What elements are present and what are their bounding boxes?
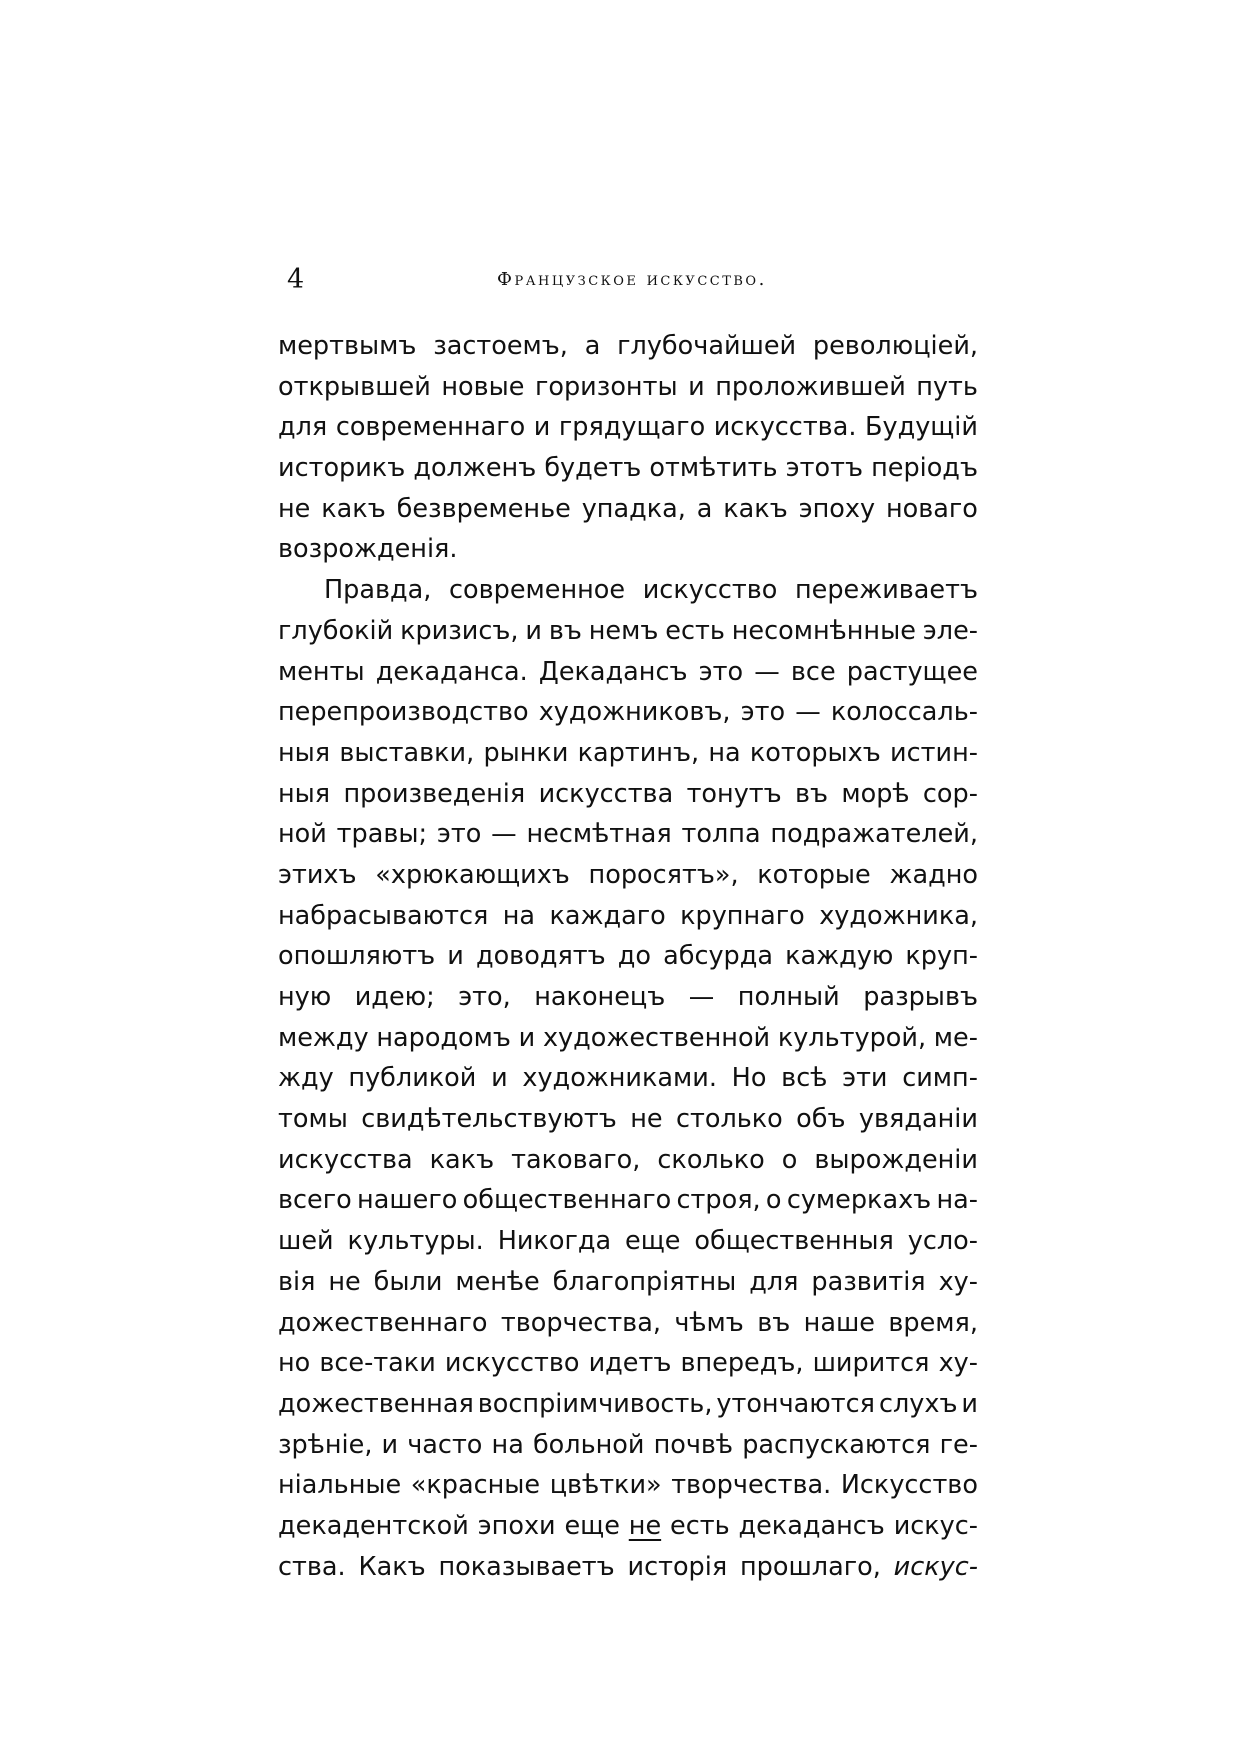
word: полный	[737, 982, 840, 1012]
text-line	[278, 936, 978, 977]
word: о	[765, 1185, 782, 1216]
word: новаго	[885, 493, 978, 524]
word: не	[278, 493, 311, 524]
text-line	[278, 1547, 978, 1588]
word: вырожденіи	[814, 1144, 978, 1175]
word: ныя	[278, 778, 331, 809]
word: исторія	[627, 1551, 728, 1582]
word: художественной	[542, 1022, 771, 1053]
word: разрывъ	[863, 982, 978, 1012]
word: общественныя	[694, 1226, 894, 1257]
word: ніальные	[278, 1470, 402, 1501]
word: поросятъ»,	[588, 859, 739, 890]
word: ху-	[938, 1348, 978, 1379]
word: и	[525, 615, 542, 646]
text-line	[278, 1465, 978, 1506]
word: крупнаго	[680, 900, 805, 931]
word: Декадансъ	[538, 656, 688, 687]
word: на	[491, 1429, 524, 1460]
word: не	[630, 1104, 663, 1135]
word: путь	[916, 371, 978, 402]
word: не	[328, 1266, 361, 1297]
running-head	[282, 262, 980, 298]
text-line	[278, 1343, 978, 1384]
text-line	[278, 977, 978, 1018]
word: о	[781, 1144, 798, 1175]
text-line	[278, 1262, 978, 1303]
word: художниковъ,	[538, 697, 731, 728]
text-line	[278, 529, 978, 570]
word: современнаго	[335, 412, 526, 443]
word: больной	[532, 1429, 645, 1460]
word: которыхъ	[749, 737, 881, 768]
word: ной	[278, 819, 327, 850]
word: Но	[731, 1063, 767, 1094]
text-line	[278, 448, 978, 489]
word: это	[698, 656, 744, 687]
word: художника,	[819, 900, 978, 931]
word: еще	[625, 1226, 681, 1257]
word: до	[617, 941, 651, 972]
word: идетъ	[588, 1348, 672, 1379]
text-line	[278, 774, 978, 815]
word: въ	[795, 778, 829, 809]
word: революціей,	[812, 331, 978, 361]
word: Искусство	[840, 1470, 978, 1501]
word: проложившей	[715, 371, 906, 402]
word: упадка,	[581, 493, 686, 524]
word: культурой,	[777, 1022, 927, 1053]
word: искусства	[538, 778, 674, 809]
word: менты	[278, 656, 365, 687]
text-line	[278, 1099, 978, 1140]
word: Правда,	[324, 575, 432, 606]
word: томы	[278, 1104, 348, 1135]
word: а	[696, 493, 713, 524]
word: безвременье	[396, 493, 571, 524]
word: доводятъ	[475, 941, 606, 972]
word: художниками.	[522, 1063, 717, 1094]
word: объ	[796, 1104, 846, 1135]
word: декадентской	[278, 1510, 469, 1541]
word: цвѣтки»	[549, 1470, 662, 1501]
word: возрожденія.	[278, 534, 458, 565]
word: жадно	[889, 859, 978, 890]
word: какъ	[429, 1144, 495, 1175]
word: нашего	[357, 1185, 458, 1216]
word: усло-	[907, 1226, 978, 1257]
word: этотъ	[785, 453, 863, 484]
page-number: 4	[287, 264, 305, 295]
word: общественнаго	[462, 1185, 672, 1216]
word: несмѣтная	[526, 819, 672, 850]
word: слухъ	[878, 1388, 958, 1419]
word: новые	[441, 371, 525, 402]
text-line	[278, 652, 978, 693]
word: отмѣтить	[649, 453, 778, 484]
word: травы;	[336, 819, 428, 850]
word: которые	[757, 859, 871, 890]
word: есть	[670, 1510, 730, 1541]
word: переживаетъ	[794, 575, 978, 606]
word: публикой	[348, 1063, 477, 1094]
word: чѣмъ	[674, 1307, 744, 1338]
word: сумеркахъ	[786, 1185, 932, 1216]
word: наконецъ	[534, 982, 666, 1012]
word: показываетъ	[438, 1551, 615, 1582]
word: ме-	[933, 1022, 978, 1053]
word: ге-	[939, 1429, 978, 1460]
word: выставки,	[339, 737, 475, 768]
word: и	[688, 371, 705, 402]
word: искус-	[893, 1551, 978, 1582]
word: Какъ	[358, 1551, 426, 1582]
word: круп-	[905, 941, 978, 972]
word: «красные	[410, 1470, 541, 1501]
word: опошляютъ	[278, 941, 436, 972]
word: менѣе	[455, 1266, 540, 1297]
text-line	[278, 896, 978, 937]
word: ныя	[278, 737, 331, 768]
word: будетъ	[544, 453, 642, 484]
word: искусства	[278, 1144, 413, 1175]
word: развитія	[811, 1266, 926, 1297]
word: и	[447, 941, 464, 972]
word: Будущій	[864, 412, 978, 443]
text-line	[278, 692, 978, 733]
text-line	[278, 1221, 978, 1262]
word: въ	[548, 615, 582, 646]
word: современное	[449, 575, 626, 606]
word: рынки	[483, 737, 569, 768]
word: искусство	[642, 575, 778, 606]
word: глубочайшей	[617, 331, 797, 361]
word: перепроизводство	[278, 697, 529, 728]
word: «хрюкающихъ	[375, 859, 570, 890]
word: ства.	[278, 1551, 346, 1582]
word: морѣ	[841, 778, 910, 809]
word: немъ	[588, 615, 659, 646]
word: для	[278, 412, 328, 443]
word: колоссаль-	[830, 697, 978, 728]
text-line	[278, 1425, 978, 1466]
text-line	[278, 489, 978, 530]
word: застоемъ,	[433, 331, 568, 361]
word: идею;	[354, 982, 435, 1012]
word: но	[278, 1348, 311, 1379]
text-line	[278, 367, 978, 408]
word: этихъ	[278, 859, 357, 890]
word: историкъ	[278, 453, 406, 484]
word: искус-	[893, 1510, 978, 1541]
word: прошлаго,	[740, 1551, 881, 1582]
word: для	[749, 1266, 799, 1297]
word: наше	[803, 1307, 875, 1338]
word: ширится	[812, 1348, 930, 1379]
word: открывшей	[278, 371, 431, 402]
word: а	[584, 331, 601, 361]
word: свидѣтельствуютъ	[361, 1104, 617, 1135]
word: зрѣніе,	[278, 1429, 373, 1460]
text-line	[278, 855, 978, 896]
text-line	[278, 326, 978, 367]
word: творчества.	[671, 1470, 832, 1501]
word: эпохи	[477, 1510, 556, 1541]
word: всѣ	[781, 1063, 828, 1094]
word: все-таки	[319, 1348, 436, 1379]
text-line	[278, 733, 978, 774]
word: —	[688, 982, 715, 1012]
text-line	[278, 1140, 978, 1181]
text-line	[278, 1180, 978, 1221]
word: —	[491, 819, 517, 850]
word: утончаются	[716, 1388, 875, 1419]
word: дожественная	[278, 1388, 474, 1419]
word: часто	[407, 1429, 483, 1460]
word: еще	[564, 1510, 620, 1541]
text-line	[278, 570, 978, 611]
word: и	[491, 1063, 508, 1094]
word: толпа	[681, 819, 761, 850]
word: столько	[675, 1104, 783, 1135]
word: —	[754, 656, 780, 687]
word: воспріимчивость,	[477, 1388, 713, 1419]
word: почвѣ	[653, 1429, 734, 1460]
word: распускаются	[742, 1429, 931, 1460]
text-line	[278, 1506, 978, 1547]
word: каждую	[785, 941, 894, 972]
word: истин-	[890, 737, 978, 768]
word: культуры.	[347, 1226, 484, 1257]
text-line	[278, 1058, 978, 1099]
word: каждаго	[549, 900, 666, 931]
word: эти	[842, 1063, 888, 1094]
word: искусства.	[713, 412, 857, 443]
word: и	[961, 1388, 978, 1419]
word: не	[628, 1510, 662, 1541]
word: какъ	[723, 493, 788, 524]
word: тонутъ	[686, 778, 782, 809]
word: и	[518, 1022, 536, 1053]
text-line	[278, 1384, 978, 1425]
word: произведенія	[343, 778, 526, 809]
word: на	[708, 737, 741, 768]
word: въ	[757, 1307, 791, 1338]
body-text	[278, 326, 978, 1587]
running-title: Французское искусство.	[497, 269, 767, 290]
word: и	[533, 412, 551, 443]
word: симп-	[902, 1063, 978, 1094]
word: искусство	[444, 1348, 580, 1379]
word: Никогда	[497, 1226, 612, 1257]
text-line	[278, 611, 978, 652]
word: всего	[278, 1185, 352, 1216]
word: —	[795, 697, 821, 728]
word: несомнѣнные	[731, 615, 916, 646]
word: картинъ,	[577, 737, 700, 768]
word: благопріятны	[552, 1266, 737, 1297]
word: растущее	[846, 656, 978, 687]
word: и	[381, 1429, 399, 1460]
word: были	[373, 1266, 443, 1297]
text-line	[278, 1303, 978, 1344]
word: строя,	[676, 1185, 761, 1216]
word: декаданса.	[375, 656, 528, 687]
word: есть	[665, 615, 725, 646]
word: дожественнаго	[278, 1307, 488, 1338]
word: горизонты	[535, 371, 678, 402]
word: глубокій	[278, 615, 394, 646]
word: декадансъ	[738, 1510, 885, 1541]
word: мертвымъ	[278, 331, 417, 361]
text-line	[278, 1018, 978, 1059]
word: это,	[458, 982, 511, 1012]
word: на-	[936, 1185, 978, 1216]
word: ную	[278, 982, 332, 1012]
word: между	[278, 1022, 369, 1053]
word: таковаго,	[511, 1144, 641, 1175]
word: абсурда	[663, 941, 774, 972]
word: сколько	[657, 1144, 765, 1175]
word: грядущаго	[558, 412, 706, 443]
word: эле-	[922, 615, 978, 646]
word: жду	[278, 1063, 334, 1094]
word: это	[740, 697, 786, 728]
word: это	[436, 819, 482, 850]
word: все	[790, 656, 836, 687]
word: подражателей,	[770, 819, 978, 850]
word: кризисъ,	[400, 615, 519, 646]
word: періодъ	[871, 453, 978, 484]
word: творчества,	[500, 1307, 661, 1338]
word: какъ	[321, 493, 386, 524]
word: народомъ	[376, 1022, 511, 1053]
word: впередъ,	[680, 1348, 804, 1379]
text-line	[278, 407, 978, 448]
word: шей	[278, 1226, 334, 1257]
word: эпоху	[798, 493, 876, 524]
word: набрасываются	[278, 900, 489, 931]
text-line	[278, 814, 978, 855]
word: время,	[888, 1307, 978, 1338]
word: ху-	[938, 1266, 978, 1297]
word: увяданіи	[858, 1104, 978, 1135]
word: долженъ	[413, 453, 537, 484]
word: вія	[278, 1266, 316, 1297]
word: на	[502, 900, 536, 931]
word: сор-	[922, 778, 978, 809]
